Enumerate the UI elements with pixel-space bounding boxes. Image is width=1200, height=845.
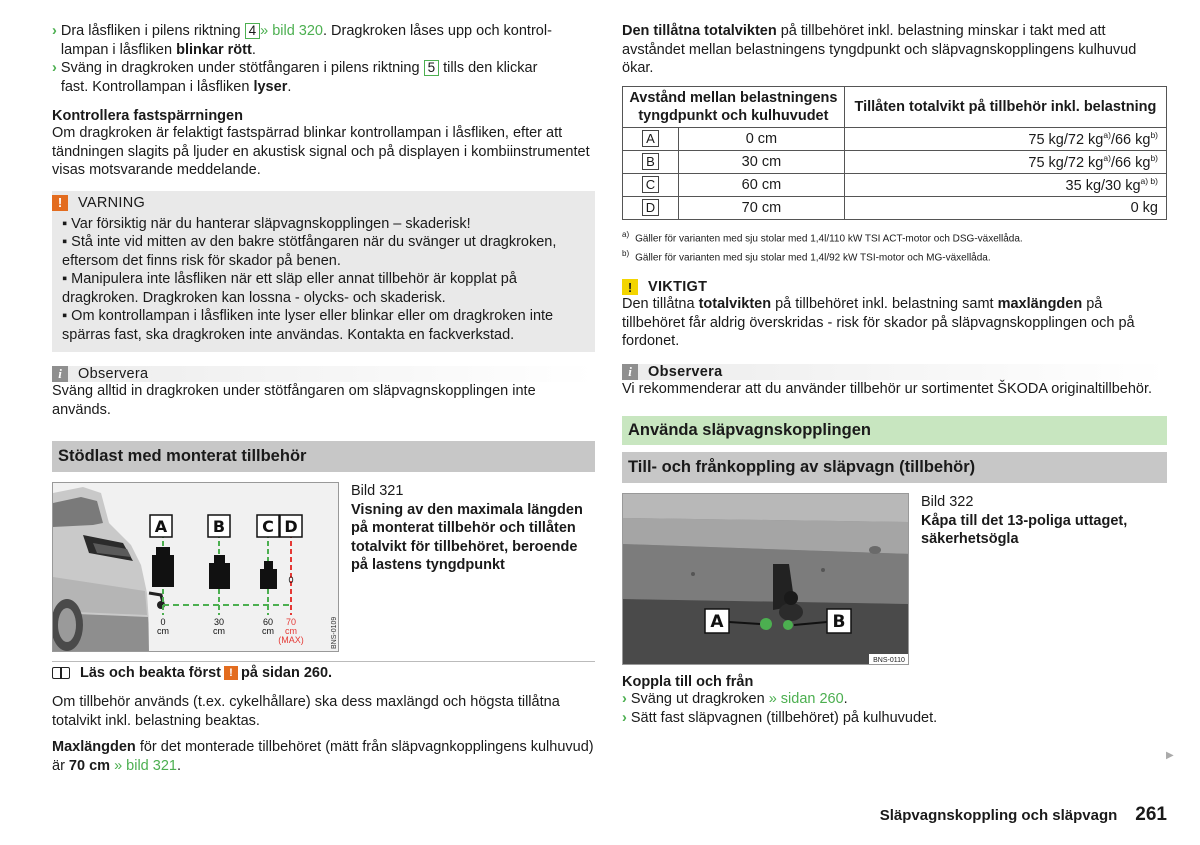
row-weight (844, 150, 1166, 173)
footnote-a-text: Gäller för varianten med sju stolar med 1,4l/110 kW TSI ACT-motor och DSG-växellåda. (635, 232, 1023, 244)
row-label-cell (623, 196, 679, 219)
step-2-text-end: tills den klickar (439, 60, 538, 76)
table-header-weight: Tillåten totalvikt på tillbehör inkl. belastning (844, 86, 1166, 127)
footnote-b (622, 246, 1167, 265)
couple-step-1-end: . (843, 691, 848, 708)
row-weight-value: 75 kg/72 kg (1028, 154, 1104, 171)
important-title: VIKTIGT (648, 279, 708, 296)
row-sup-a: a) (1103, 152, 1111, 163)
figure-distance-30: 30 (213, 617, 225, 627)
note-body-right: Vi rekommenderar att du använder tillbehör ur sortimentet ŠKODA originaltillbehör. (622, 380, 1153, 397)
read-first-line (52, 661, 595, 681)
row-label: D (642, 199, 659, 216)
figure-link-321[interactable]: » bild 321 (110, 757, 177, 774)
para2-bold: Maxlängden (52, 739, 136, 755)
note-body: Sväng alltid in dragkroken under stötfångaren om släpvagnskopplingen inte används. (52, 383, 536, 418)
row-label-cell (623, 173, 679, 196)
row-weight-value: 35 kg/30 kg (1065, 177, 1141, 194)
step-2-bold: lyser (253, 78, 288, 95)
figure-321-illustration (53, 483, 339, 652)
footnotes (622, 227, 1167, 266)
step-1 (52, 22, 595, 59)
important-post: på tillbehöret får aldrig överskridas - risk för skador på släpvagnskopplingen och på fordonet. (622, 296, 1135, 350)
figure-322-illustration (623, 494, 909, 665)
row-weight (844, 173, 1166, 196)
step-2-period: . (287, 78, 292, 95)
section-title-green: Använda släpvagnskopplingen (622, 416, 1167, 445)
check-heading: Kontrollera fastspärrningen (52, 108, 243, 124)
figure-label-c: C (262, 517, 274, 536)
footnote-a (622, 227, 1167, 246)
couple-step-2-text: Sätt fast släpvagnen (tillbehöret) på kulhuvudet. (630, 709, 938, 726)
important-pre: Den tillåtna (622, 296, 699, 313)
right-column (622, 22, 1167, 727)
figure-number: Bild 321 (351, 483, 404, 499)
figure-label-a: A (154, 517, 168, 536)
step-number-4: 4 (245, 23, 261, 39)
note-header-right (622, 364, 1167, 380)
row-label: C (642, 176, 659, 193)
info-icon: i (622, 364, 638, 380)
warning-icon: ! (52, 195, 68, 211)
figure-unit: cm (262, 626, 274, 636)
para2-end: . (176, 757, 181, 774)
figure-label-d: D (284, 517, 298, 536)
warning-item: ▪ Manipulera inte låsfliken när ett släp eller annat tillbehör är kopplat på dragkroken. Dragkroken kan lossna - olycks- och skaderisk. (62, 271, 517, 306)
intro-rest: på tillbehöret inkl. belastning minskar i takt med att avståndet mellan belastningens tyngdpunkt och släpvagnskopplingens kulhuvud ökar. (622, 23, 1137, 76)
step-1-text: Dra låsfliken i pilens riktning (60, 23, 245, 39)
note-box-right (622, 364, 1167, 399)
step-1-bold: blinkar rött (176, 41, 252, 58)
row-label-cell (623, 127, 679, 150)
important-body (622, 295, 1167, 351)
warning-box (52, 191, 595, 353)
table-header-row (623, 86, 1167, 127)
row-distance: 70 cm (679, 196, 845, 219)
important-mid: på tillbehöret inkl. belastning samt (771, 296, 998, 313)
important-icon: ! (622, 279, 638, 295)
figure-label-b: B (212, 517, 226, 536)
step-1-text-end: . Dragkroken låses upp och kontrol- (323, 23, 552, 39)
footer-chapter: Släpvagnskoppling och släpvagn (879, 807, 1118, 824)
figure-322-caption (909, 493, 1167, 665)
section-title-stodlast: Stödlast med monterat tillbehör (52, 441, 595, 472)
warning-item: ▪ Om kontrollampan i låsfliken inte lyser eller blinkar eller om dragkroken inte spärras fast, ska dragkroken inte användas. Kontakta en fackverkstad. (62, 308, 554, 343)
figure-max-label: (MAX) (278, 635, 304, 645)
row-weight (844, 196, 1166, 219)
book-icon (52, 667, 70, 679)
figure-321-caption (339, 482, 595, 652)
figure-322-label-a: A (710, 612, 724, 633)
figure-322 (622, 493, 909, 665)
intro-bold: Den tillåtna totalvikten (622, 23, 777, 39)
section-title-grey: Till- och frånkoppling av släpvagn (tillbehör) (622, 452, 1167, 483)
figure-321-row (52, 482, 595, 652)
figure-weight-zero: 0 (288, 575, 294, 585)
important-header (622, 279, 1167, 295)
footnote-a-mark: a) (622, 229, 630, 239)
figure-322-code: BNS-0110 (873, 657, 905, 665)
couple-step-1-text: Sväng ut dragkroken (630, 691, 769, 708)
table-row (623, 196, 1167, 219)
continue-arrow-icon: ▶ (1166, 750, 1174, 761)
page-number: 261 (1135, 804, 1167, 825)
note-box (52, 366, 595, 419)
warning-header (52, 191, 595, 211)
figure-322-label-b: B (832, 612, 846, 633)
step-arrow-icon: › (622, 709, 627, 726)
table-row (623, 127, 1167, 150)
figure-distance-70: 70 (285, 617, 297, 627)
step-1-line2: lampan i låsfliken (60, 41, 177, 58)
row-distance: 60 cm (679, 173, 845, 196)
couple-step-1 (622, 690, 1167, 709)
figure-code: BNS-0109 (331, 616, 338, 649)
row-sup-b: b) (1150, 129, 1158, 140)
left-column (52, 22, 595, 775)
figure-unit: cm (157, 626, 169, 636)
row-label-cell (623, 150, 679, 173)
figure-322-number: Bild 322 (921, 494, 974, 511)
step-2-text: Sväng in dragkroken under stötfångaren i pilens riktning (60, 60, 424, 76)
figure-distance-0: 0 (160, 617, 166, 627)
row-weight-value2: /66 kg (1110, 154, 1151, 171)
note-title-right: Observera (648, 363, 723, 380)
para2-bold2: 70 cm (68, 757, 111, 774)
note-title: Observera (78, 366, 149, 382)
row-weight-value2: /66 kg (1110, 131, 1151, 148)
paragraph-2 (52, 738, 595, 775)
row-distance: 0 cm (679, 127, 845, 150)
weight-table (622, 86, 1167, 220)
step-2-line2: fast. Kontrollampan i låsfliken (60, 78, 254, 95)
table-row (623, 173, 1167, 196)
warning-icon-inline: ! (224, 666, 238, 680)
figure-322-caption-text: Kåpa till det 13-poliga uttaget, säkerhetsögla (921, 512, 1128, 548)
important-box (622, 279, 1167, 351)
row-label: A (642, 130, 659, 147)
figure-distance-60: 60 (262, 617, 274, 627)
para2-mid: för det monterade tillbehöret (mätt från släpvagnkopplingens kulhuvud) är (52, 739, 594, 774)
warning-title: VARNING (78, 194, 146, 211)
step-arrow-icon: › (52, 23, 57, 39)
read-first-text: Läs och beakta först (80, 665, 222, 681)
read-first-page[interactable]: på sidan 260. (241, 665, 333, 681)
important-bold1: totalvikten (698, 296, 772, 313)
couple-step-2 (622, 709, 1167, 728)
step-arrow-icon: › (622, 691, 627, 708)
figure-link-320[interactable]: » bild 320 (260, 23, 323, 39)
step-1-period: . (251, 41, 256, 58)
table-header-distance: Avstånd mellan belastningens tyngdpunkt och kulhuvudet (623, 86, 845, 127)
page-footer (880, 804, 1167, 826)
note-header (52, 366, 595, 382)
row-label: B (642, 153, 659, 170)
step-number-5: 5 (424, 60, 440, 76)
page-link-260[interactable]: » sidan 260 (768, 691, 844, 708)
footnote-b-mark: b) (622, 248, 630, 258)
paragraph-1: Om tillbehör används (t.ex. cykelhållare) ska dess maxlängd och högsta tillåtna totalvikt inkl. belastning beaktas. (52, 694, 560, 729)
step-arrow-icon: › (52, 60, 57, 76)
figure-unit-red: cm (285, 626, 297, 636)
row-distance: 30 cm (679, 150, 845, 173)
info-icon: i (52, 366, 68, 382)
figure-unit: cm (213, 626, 225, 636)
check-body: Om dragkroken är felaktigt fastspärrad blinkar kontrollampan i låsfliken, efter att tändningen slagits på ljuder en akustisk signal och på displayen i kombiinstrumentet visas motsvarande meddelande. (52, 125, 590, 178)
figure-322-row (622, 493, 1167, 665)
warning-item: ▪ Stå inte vid mitten av den bakre stötfångaren när du svänger ut dragkroken, eftersom det finns risk för skador på benen. (62, 234, 557, 269)
row-weight (844, 127, 1166, 150)
step-2 (52, 59, 595, 96)
table-row (623, 150, 1167, 173)
intro-paragraph (622, 22, 1167, 78)
footnote-b-text: Gäller för varianten med sju stolar med 1,4l/92 kW TSI-motor och MG-växellåda. (635, 252, 991, 264)
row-weight-value: 0 kg (1130, 199, 1158, 216)
row-sup-b: b) (1150, 152, 1158, 163)
important-bold2: maxlängden (997, 296, 1083, 313)
row-sup-ab: a) b) (1140, 175, 1158, 186)
figure-321 (52, 482, 339, 652)
row-sup-a: a) (1103, 129, 1111, 140)
figure-caption-text: Visning av den maximala längden på monterat tillbehör och tillåten totalvikt för tillbehöret, beroende på lastens tyngdpunkt (351, 501, 583, 573)
row-weight-value: 75 kg/72 kg (1028, 131, 1104, 148)
couple-heading: Koppla till och från (622, 674, 754, 691)
warning-item: ▪ Var försiktig när du hanterar släpvagnskopplingen – skaderisk! (62, 215, 471, 232)
